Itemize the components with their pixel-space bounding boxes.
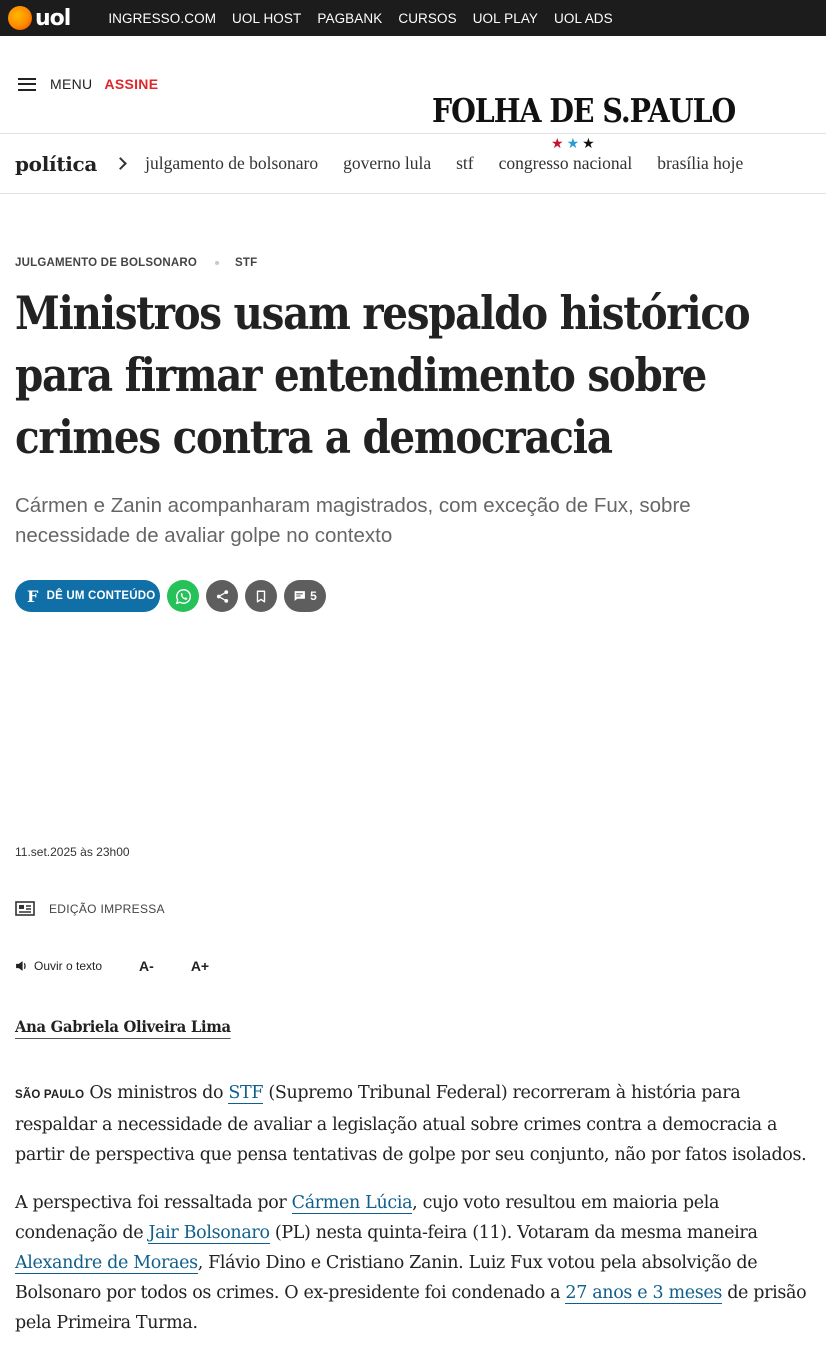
uol-link-ingresso[interactable]: INGRESSO.COM bbox=[108, 10, 217, 26]
paragraph-2 bbox=[15, 1188, 811, 1338]
folha-f-icon: F bbox=[27, 586, 39, 606]
uol-logo-icon bbox=[8, 6, 32, 30]
star-blue-icon: ★ bbox=[566, 135, 583, 151]
link-carmen-lucia[interactable]: Cármen Lúcia bbox=[291, 1193, 413, 1213]
masthead-title: FOLHA DE S.PAULO bbox=[432, 91, 736, 130]
share-toolbar bbox=[15, 580, 326, 612]
link-jair-bolsonaro[interactable]: Jair Bolsonaro bbox=[148, 1223, 270, 1243]
uol-logo[interactable] bbox=[8, 6, 70, 31]
section-link-governo-lula[interactable]: governo lula bbox=[343, 153, 432, 173]
dateline: SÃO PAULO bbox=[15, 1089, 85, 1101]
gift-article-label: DÊ UM CONTEÚDO bbox=[46, 590, 156, 602]
comments-button[interactable] bbox=[284, 580, 326, 612]
text-run: de prisão pela Primeira Turma. bbox=[15, 1283, 807, 1333]
kicker bbox=[15, 257, 257, 269]
section-link-stf[interactable]: stf bbox=[456, 153, 474, 173]
listen-button[interactable]: Ouvir o texto bbox=[34, 959, 103, 973]
article-body bbox=[15, 1078, 811, 1356]
comment-icon bbox=[293, 590, 306, 602]
newspaper-icon bbox=[15, 901, 35, 916]
star-black-icon: ★ bbox=[582, 135, 598, 151]
text-run: , Flávio Dino e Cristiano Zanin. Luiz Fux votou pela absolvição de Bolsonaro por todos os crimes. O ex-presidente foi condenado a bbox=[15, 1253, 758, 1303]
folha-logo[interactable] bbox=[432, 91, 736, 130]
star-red-icon: ★ bbox=[551, 135, 567, 151]
link-sentence[interactable]: 27 anos e 3 meses bbox=[565, 1283, 722, 1303]
whatsapp-button[interactable] bbox=[167, 580, 199, 612]
publish-date: 11.set.2025 às 23h00 bbox=[15, 845, 130, 859]
print-edition-link[interactable] bbox=[15, 901, 165, 916]
chevron-right-icon bbox=[114, 157, 127, 170]
font-increase-button[interactable]: A+ bbox=[190, 958, 210, 974]
section-title[interactable]: política bbox=[15, 151, 98, 176]
bookmark-icon bbox=[254, 589, 268, 604]
site-header bbox=[0, 36, 826, 151]
menu-button[interactable]: MENU bbox=[50, 76, 93, 92]
section-link-brasilia-hoje[interactable]: brasília hoje bbox=[657, 153, 744, 173]
section-link-julgamento[interactable]: julgamento de bolsonaro bbox=[145, 153, 319, 173]
share-button[interactable] bbox=[206, 580, 238, 612]
speaker-icon[interactable] bbox=[15, 960, 28, 972]
text-run: (Supremo Tribunal Federal) recorreram à história para respaldar a necessidade de avaliar a legislação atual sobre crimes contra a democracia a partir de perspectiva que pensa tentativas de golpe por seu conjunto, não por fatos isolados. bbox=[15, 1083, 807, 1165]
whatsapp-icon bbox=[175, 588, 192, 605]
menu bbox=[18, 76, 158, 92]
uol-link-play[interactable]: UOL PLAY bbox=[472, 10, 539, 26]
comments-count: 5 bbox=[310, 589, 317, 603]
article-tools bbox=[15, 958, 246, 974]
subscribe-link[interactable]: ASSINE bbox=[104, 76, 159, 92]
kicker-link-stf[interactable]: STF bbox=[235, 257, 258, 269]
bookmark-button[interactable] bbox=[245, 580, 277, 612]
link-alexandre-de-moraes[interactable]: Alexandre de Moraes bbox=[15, 1253, 198, 1273]
gift-article-button[interactable] bbox=[15, 580, 160, 612]
text-run: A perspectiva foi ressaltada por bbox=[15, 1193, 292, 1213]
uol-logo-text: uol bbox=[35, 5, 71, 31]
subtitle: Cármen e Zanin acompanharam magistrados, com exceção de Fux, sobre necessidade de avaliar golpe no contexto bbox=[15, 494, 691, 547]
text-run: , cujo voto resultou em maioria pela condenação de bbox=[15, 1193, 720, 1243]
author-link[interactable]: Ana Gabriela Oliveira Lima bbox=[15, 1017, 231, 1039]
uol-link-host[interactable]: UOL HOST bbox=[232, 10, 302, 26]
hamburger-icon[interactable] bbox=[18, 78, 36, 91]
uol-top-bar bbox=[0, 0, 826, 36]
kicker-link-julgamento[interactable]: JULGAMENTO DE BOLSONARO bbox=[15, 257, 198, 269]
text-run: Os ministros do bbox=[89, 1083, 229, 1103]
section-link-congresso[interactable]: congresso nacional bbox=[498, 153, 633, 173]
masthead-stars bbox=[551, 135, 598, 152]
uol-link-pagbank[interactable]: PAGBANK bbox=[317, 10, 383, 26]
text-run: (PL) nesta quinta-feira (11). Votaram da mesma maneira bbox=[269, 1223, 758, 1243]
headline: Ministros usam respaldo histórico para firmar entendimento sobre crimes contra a democracia bbox=[15, 286, 750, 464]
section-nav bbox=[0, 134, 826, 194]
uol-links bbox=[108, 11, 612, 26]
section-links bbox=[145, 153, 743, 174]
link-stf[interactable]: STF bbox=[228, 1083, 264, 1103]
uol-link-ads[interactable]: UOL ADS bbox=[554, 10, 613, 26]
kicker-separator bbox=[215, 261, 219, 265]
print-edition-label: EDIÇÃO IMPRESSA bbox=[49, 901, 165, 916]
paragraph-1 bbox=[15, 1078, 811, 1170]
uol-link-cursos[interactable]: CURSOS bbox=[398, 10, 457, 26]
share-icon bbox=[215, 589, 230, 604]
font-decrease-button[interactable]: A- bbox=[139, 958, 154, 974]
